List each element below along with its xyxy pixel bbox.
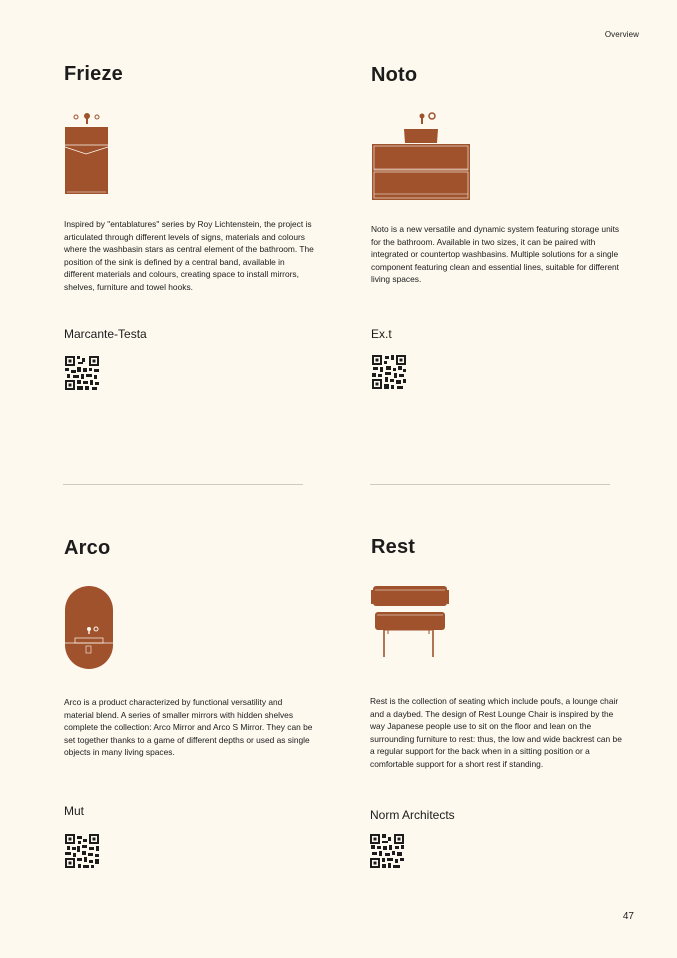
product-title-noto: Noto — [371, 64, 418, 86]
product-title-frieze: Frieze — [64, 63, 124, 85]
product-title-rest: Rest — [371, 536, 416, 558]
rest-chair-illustration — [370, 584, 450, 659]
arco-mirror-illustration — [64, 585, 114, 670]
qr-code-rest[interactable] — [370, 834, 404, 868]
section-label: Overview — [604, 30, 639, 39]
noto-cabinet-illustration — [371, 110, 471, 202]
product-description-noto: Noto is a new versatile and dynamic system featuring storage units for the bathroom. Available in two sizes, it can be paired with integrated or countertop washbasins. Multiple solutions for a single component featuring clean and essential lines, suitable for different living spaces. — [371, 224, 620, 284]
section-divider-right — [370, 484, 610, 485]
designer-name-noto: Ex.t — [371, 327, 392, 341]
page-number: 47 — [622, 911, 634, 922]
product-description-frieze: Inspired by "entablatures" series by Roy Lichtenstein, the project is articulated through different levels of signs, materials and colours where the washbasin stars as central element of the bathroom. The position of the sink is defined by a central band, available in different materials and colours, creating space to install mirrors, shelves, furniture and towel hooks. — [64, 219, 314, 292]
product-title-arco: Arco — [64, 537, 111, 559]
designer-name-rest: Norm Architects — [370, 808, 455, 822]
section-divider-left — [63, 484, 303, 485]
qr-code-noto[interactable] — [372, 355, 406, 389]
product-description-arco: Arco is a product characterized by functional versatility and material blend. A series of smaller mirrors with hidden shelves complete the collection: Arco Mirror and Arco S Mirror. They can be set together thanks to a game of different depths or used as single objects in many living spaces. — [64, 697, 313, 757]
product-description-rest: Rest is the collection of seating which include poufs, a lounge chair and a daybed. The design of Rest Lounge Chair is inspired by the way Japanese people use to sit on the floor and lean on the surrounding furniture to rest: thus, the low and wide backrest can be a regular support for the back when in a sitting position or a comfortable support for a short rest if standing. — [370, 696, 622, 769]
qr-code-arco[interactable] — [65, 834, 99, 868]
designer-name-arco: Mut — [64, 804, 85, 818]
qr-code-frieze[interactable] — [65, 356, 99, 390]
frieze-washbasin-illustration — [64, 110, 110, 195]
designer-name-frieze: Marcante-Testa — [64, 327, 147, 341]
